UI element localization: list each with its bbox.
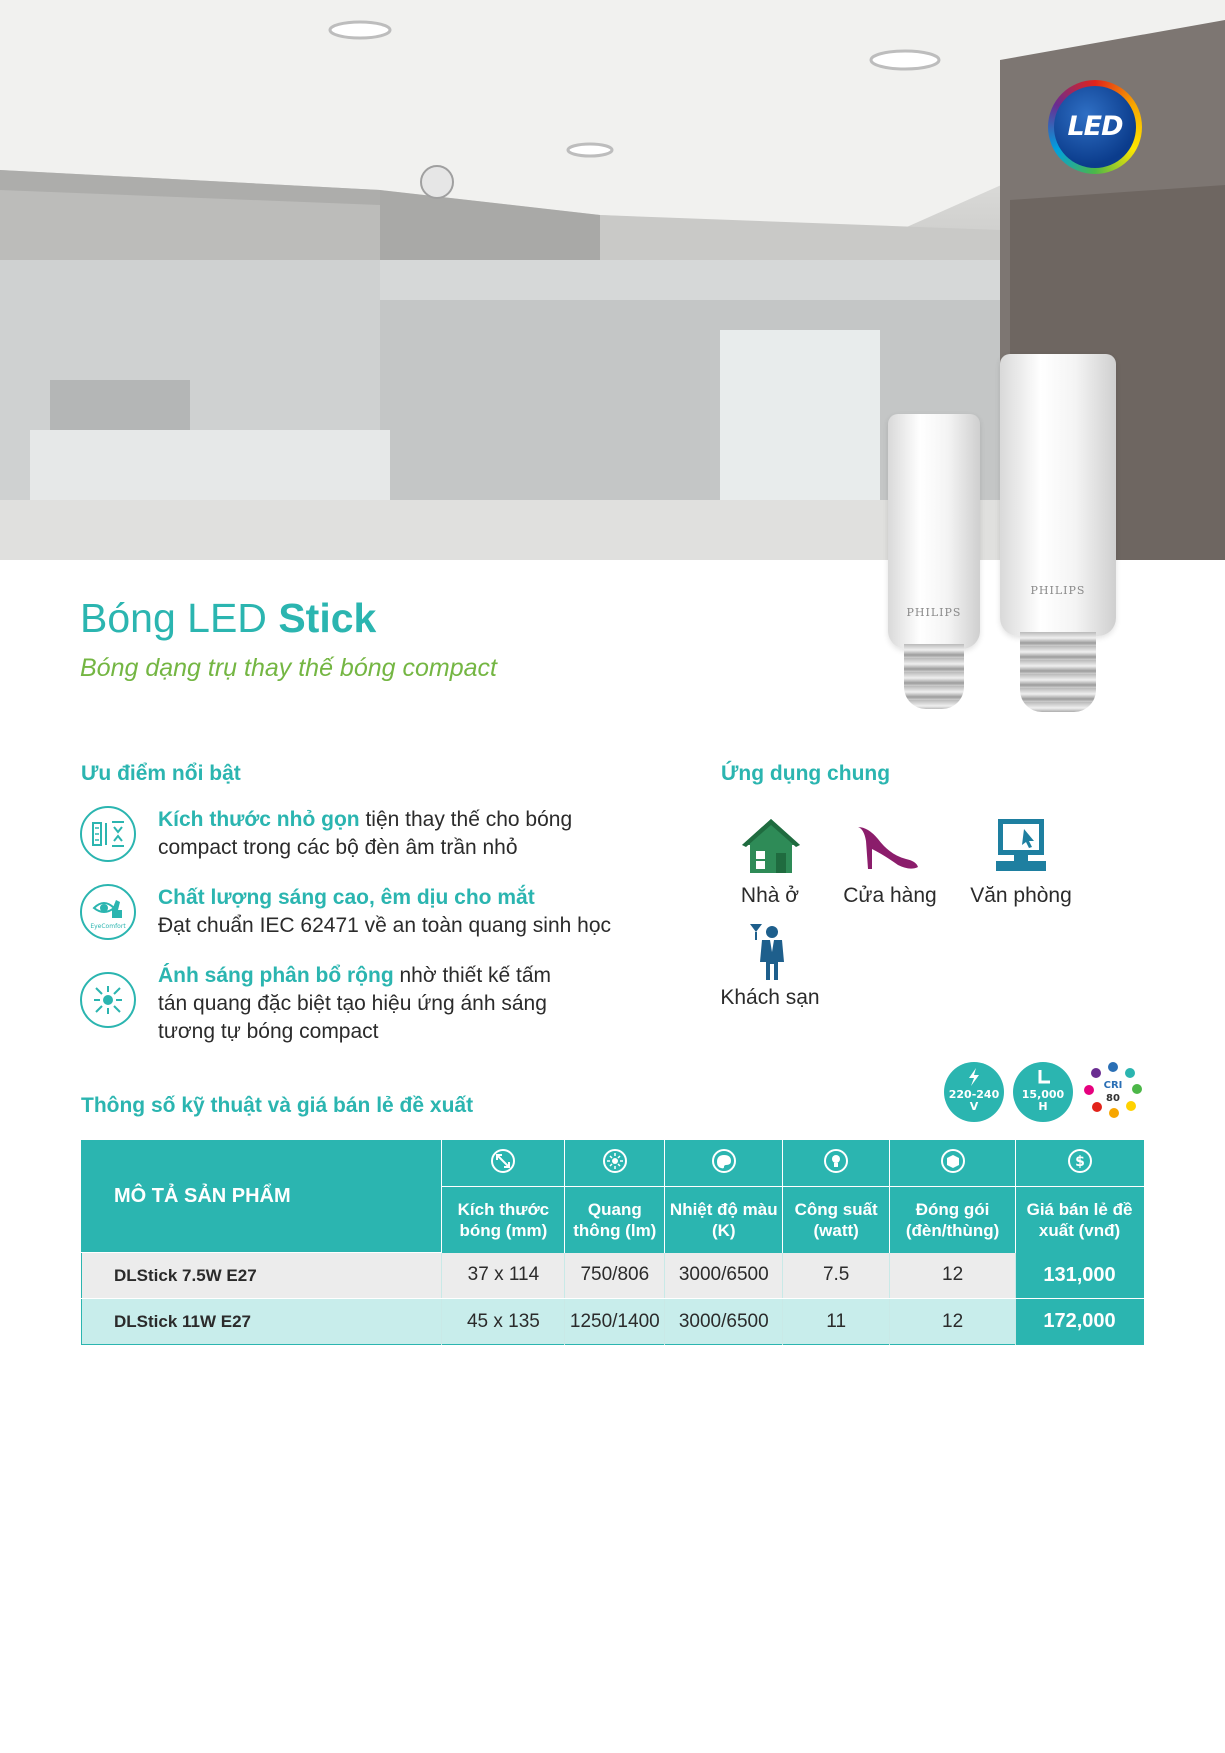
hourglass-icon — [1034, 1068, 1052, 1086]
app-label-hotel: Khách sạn — [720, 986, 820, 1009]
app-label-office: Văn phòng — [970, 884, 1072, 907]
product-subtitle: Bóng dạng trụ thay thế bóng compact — [80, 654, 497, 682]
lumen-icon — [565, 1141, 665, 1187]
house-icon — [740, 817, 802, 879]
voltage-value: 220-240 — [948, 1088, 1000, 1101]
advantage-highlight: Chất lượng sáng cao, êm dịu cho mắt — [158, 886, 535, 909]
app-label-home: Nhà ở — [740, 884, 800, 907]
product-size: 45 x 135 — [442, 1299, 565, 1345]
advantage-description: tiện thay thế cho bóng compact trong các bộ đèn âm trần nhỏ — [158, 808, 573, 859]
cri-badge — [1082, 1062, 1144, 1124]
product-pack: 12 — [890, 1253, 1016, 1299]
waiter-icon — [748, 922, 788, 986]
bulb-brand-label: PHILIPS — [1030, 584, 1086, 597]
product-title-regular: Bóng LED — [80, 595, 267, 641]
table-row — [82, 1253, 1144, 1299]
product-power: 11 — [783, 1299, 890, 1345]
computer-icon — [994, 817, 1048, 879]
bulb-brand-label: PHILIPS — [906, 606, 962, 619]
lifetime-badge — [1013, 1062, 1073, 1122]
header-pack: Đóng gói (đèn/thùng) — [890, 1187, 1016, 1253]
led-badge-label: LED — [1054, 86, 1136, 168]
led-badge — [1048, 80, 1142, 174]
power-icon — [783, 1141, 890, 1187]
package-icon — [890, 1141, 1016, 1187]
advantage-text — [158, 806, 638, 862]
advantage-highlight: Ánh sáng phân bổ rộng — [158, 964, 394, 987]
color-temperature-icon — [665, 1141, 783, 1187]
bulb-small-image — [888, 414, 980, 714]
applications-title: Ứng dụng chung — [721, 762, 891, 785]
spec-table — [81, 1140, 1144, 1345]
bulb-large-image — [1000, 354, 1116, 718]
price-icon — [1016, 1141, 1144, 1187]
product-title-bold: Stick — [278, 595, 377, 641]
product-lumen: 1250/1400 — [565, 1299, 665, 1345]
header-cct: Nhiệt độ màu (K) — [665, 1187, 783, 1253]
table-row — [82, 1299, 1144, 1345]
product-size: 37 x 114 — [442, 1253, 565, 1299]
advantage-highlight: Kích thước nhỏ gọn — [158, 808, 360, 831]
advantage-description: nhờ thiết kế tấm tán quang đặc biệt tạo hiệu ứng ánh sáng tương tự bóng compact — [158, 964, 552, 1043]
advantage-text — [158, 962, 568, 1046]
product-price: 131,000 — [1016, 1253, 1144, 1299]
voltage-badge — [944, 1062, 1004, 1122]
cri-text — [1082, 1079, 1144, 1105]
product-pack: 12 — [890, 1299, 1016, 1345]
svg-text:$: $ — [1074, 1154, 1085, 1170]
header-lumen: Quang thông (lm) — [565, 1187, 665, 1253]
advantages-title: Ưu điểm nổi bật — [81, 762, 241, 785]
table-icon-row — [82, 1141, 1144, 1187]
voltage-unit: V — [969, 1100, 979, 1113]
lifetime-unit: H — [1038, 1100, 1048, 1113]
compact-size-icon — [80, 806, 136, 862]
lightning-icon — [967, 1068, 981, 1086]
eyecomfort-label: EyeComfort — [90, 923, 126, 930]
size-icon — [442, 1141, 565, 1187]
header-price: Giá bán lẻ đề xuất (vnđ) — [1016, 1187, 1144, 1253]
header-power: Công suất (watt) — [783, 1187, 890, 1253]
advantage-text — [158, 884, 638, 940]
specs-title: Thông số kỹ thuật và giá bán lẻ đề xuất — [81, 1094, 474, 1117]
product-cct: 3000/6500 — [665, 1299, 783, 1345]
advantage-description: Đạt chuẩn IEC 62471 về an toàn quang sinh học — [158, 914, 611, 937]
cri-value: 80 — [1106, 1093, 1120, 1104]
product-cct: 3000/6500 — [665, 1253, 783, 1299]
product-name: DLStick 7.5W E27 — [82, 1253, 442, 1299]
product-lumen: 750/806 — [565, 1253, 665, 1299]
product-title — [80, 595, 376, 642]
high-heel-icon — [854, 825, 920, 877]
cri-label: CRI — [1103, 1080, 1123, 1091]
eyecomfort-icon — [80, 884, 136, 940]
product-name: DLStick 11W E27 — [82, 1299, 442, 1345]
light-distribution-icon — [80, 972, 136, 1028]
product-power: 7.5 — [783, 1253, 890, 1299]
lifetime-value: 15,000 — [1021, 1088, 1065, 1101]
header-size: Kích thước bóng (mm) — [442, 1187, 565, 1253]
product-price: 172,000 — [1016, 1299, 1144, 1345]
app-label-shop: Cửa hàng — [843, 884, 937, 907]
header-description: MÔ TẢ SẢN PHẨM — [82, 1141, 442, 1253]
